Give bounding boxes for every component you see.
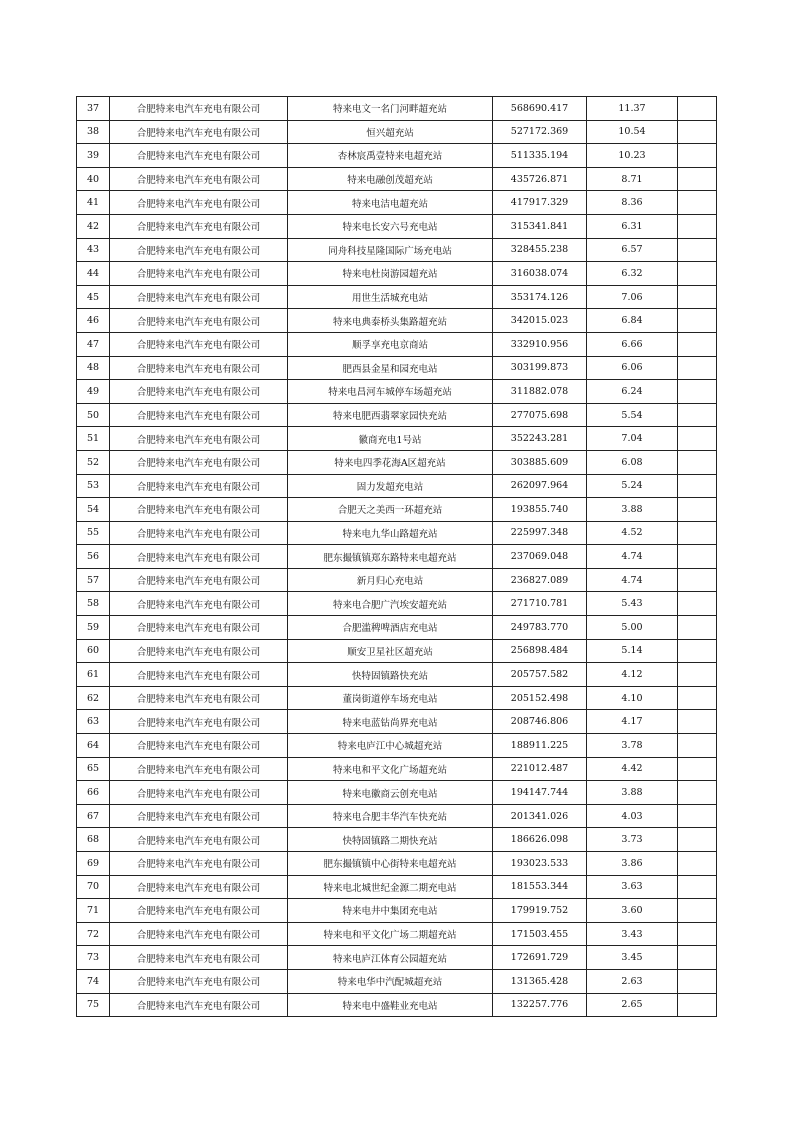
charging-station-table: [76, 96, 717, 1017]
row-number-cell: 65: [77, 757, 110, 781]
value-cell: 205152.498: [493, 686, 587, 710]
company-name-cell: 合肥特来电汽车充电有限公司: [110, 380, 288, 404]
company-name-cell: 合肥特来电汽车充电有限公司: [110, 804, 288, 828]
table-row: [77, 167, 717, 191]
table-row: [77, 781, 717, 805]
company-name-cell: 合肥特来电汽车充电有限公司: [110, 403, 288, 427]
value-cell: 208746.806: [493, 710, 587, 734]
table-row: [77, 238, 717, 262]
table-row: [77, 403, 717, 427]
row-number-cell: 48: [77, 356, 110, 380]
company-name-cell: 合肥特来电汽车充电有限公司: [110, 474, 288, 498]
percentage-cell: 4.74: [587, 568, 678, 592]
percentage-cell: 10.23: [587, 144, 678, 168]
table-row: [77, 946, 717, 970]
company-name-cell: 合肥特来电汽车充电有限公司: [110, 663, 288, 687]
table-row: [77, 969, 717, 993]
station-name-cell: 特来电杜岗游园超充站: [288, 262, 493, 286]
table-row: [77, 356, 717, 380]
percentage-cell: 4.74: [587, 545, 678, 569]
table-row: [77, 852, 717, 876]
table-row: [77, 686, 717, 710]
remark-cell: [678, 568, 717, 592]
remark-cell: [678, 498, 717, 522]
percentage-cell: 8.36: [587, 191, 678, 215]
company-name-cell: 合肥特来电汽车充电有限公司: [110, 521, 288, 545]
company-name-cell: 合肥特来电汽车充电有限公司: [110, 427, 288, 451]
company-name-cell: 合肥特来电汽车充电有限公司: [110, 757, 288, 781]
row-number-cell: 58: [77, 592, 110, 616]
station-name-cell: 杏林宸禹壹特来电超充站: [288, 144, 493, 168]
row-number-cell: 42: [77, 214, 110, 238]
value-cell: 311882.078: [493, 380, 587, 404]
company-name-cell: 合肥特来电汽车充电有限公司: [110, 214, 288, 238]
remark-cell: [678, 474, 717, 498]
remark-cell: [678, 710, 717, 734]
row-number-cell: 51: [77, 427, 110, 451]
percentage-cell: 3.73: [587, 828, 678, 852]
value-cell: 249783.770: [493, 616, 587, 640]
table-row: [77, 474, 717, 498]
table-row: [77, 120, 717, 144]
station-name-cell: 特来电四季花海A区超充站: [288, 450, 493, 474]
percentage-cell: 8.71: [587, 167, 678, 191]
remark-cell: [678, 828, 717, 852]
value-cell: 342015.023: [493, 309, 587, 333]
row-number-cell: 53: [77, 474, 110, 498]
row-number-cell: 61: [77, 663, 110, 687]
remark-cell: [678, 969, 717, 993]
table-row: [77, 332, 717, 356]
station-name-cell: 特来电合肥广汽埃安超充站: [288, 592, 493, 616]
table-row: [77, 592, 717, 616]
station-name-cell: 新月归心充电站: [288, 568, 493, 592]
percentage-cell: 3.78: [587, 734, 678, 758]
percentage-cell: 4.03: [587, 804, 678, 828]
station-name-cell: 合肥滥稗啤酒店充电站: [288, 616, 493, 640]
percentage-cell: 6.84: [587, 309, 678, 333]
table-row: [77, 144, 717, 168]
value-cell: 194147.744: [493, 781, 587, 805]
row-number-cell: 62: [77, 686, 110, 710]
percentage-cell: 7.04: [587, 427, 678, 451]
company-name-cell: 合肥特来电汽车充电有限公司: [110, 734, 288, 758]
company-name-cell: 合肥特来电汽车充电有限公司: [110, 592, 288, 616]
percentage-cell: 6.66: [587, 332, 678, 356]
value-cell: 328455.238: [493, 238, 587, 262]
company-name-cell: 合肥特来电汽车充电有限公司: [110, 120, 288, 144]
value-cell: 332910.956: [493, 332, 587, 356]
remark-cell: [678, 144, 717, 168]
value-cell: 527172.369: [493, 120, 587, 144]
station-name-cell: 恒兴超充站: [288, 120, 493, 144]
row-number-cell: 56: [77, 545, 110, 569]
company-name-cell: 合肥特来电汽车充电有限公司: [110, 969, 288, 993]
remark-cell: [678, 616, 717, 640]
row-number-cell: 63: [77, 710, 110, 734]
station-name-cell: 特来电文一名门河畔超充站: [288, 97, 493, 121]
company-name-cell: 合肥特来电汽车充电有限公司: [110, 285, 288, 309]
company-name-cell: 合肥特来电汽车充电有限公司: [110, 498, 288, 522]
company-name-cell: 合肥特来电汽车充电有限公司: [110, 97, 288, 121]
percentage-cell: 5.43: [587, 592, 678, 616]
table-row: [77, 899, 717, 923]
station-name-cell: 顺孚享充电京商站: [288, 332, 493, 356]
value-cell: 271710.781: [493, 592, 587, 616]
company-name-cell: 合肥特来电汽车充电有限公司: [110, 616, 288, 640]
percentage-cell: 2.65: [587, 993, 678, 1017]
percentage-cell: 3.88: [587, 498, 678, 522]
percentage-cell: 7.06: [587, 285, 678, 309]
table-row: [77, 616, 717, 640]
table-row: [77, 285, 717, 309]
table-row: [77, 639, 717, 663]
company-name-cell: 合肥特来电汽车充电有限公司: [110, 993, 288, 1017]
table-row: [77, 191, 717, 215]
station-name-cell: 快特固镇路快充站: [288, 663, 493, 687]
row-number-cell: 40: [77, 167, 110, 191]
station-name-cell: 同舟科技星隆国际广场充电站: [288, 238, 493, 262]
value-cell: 352243.281: [493, 427, 587, 451]
table-row: [77, 757, 717, 781]
row-number-cell: 49: [77, 380, 110, 404]
remark-cell: [678, 686, 717, 710]
value-cell: 171503.455: [493, 922, 587, 946]
percentage-cell: 5.24: [587, 474, 678, 498]
row-number-cell: 72: [77, 922, 110, 946]
remark-cell: [678, 804, 717, 828]
percentage-cell: 4.10: [587, 686, 678, 710]
company-name-cell: 合肥特来电汽车充电有限公司: [110, 781, 288, 805]
remark-cell: [678, 899, 717, 923]
value-cell: 262097.964: [493, 474, 587, 498]
station-name-cell: 特来电长安六号充电站: [288, 214, 493, 238]
remark-cell: [678, 309, 717, 333]
value-cell: 132257.776: [493, 993, 587, 1017]
row-number-cell: 43: [77, 238, 110, 262]
station-name-cell: 肥东撮镇镇中心街特来电超充站: [288, 852, 493, 876]
company-name-cell: 合肥特来电汽车充电有限公司: [110, 309, 288, 333]
value-cell: 225997.348: [493, 521, 587, 545]
station-name-cell: 特来电庐江体育公园超充站: [288, 946, 493, 970]
company-name-cell: 合肥特来电汽车充电有限公司: [110, 852, 288, 876]
table-body: [77, 97, 717, 1017]
row-number-cell: 59: [77, 616, 110, 640]
station-name-cell: 特来电华中汽配城超充站: [288, 969, 493, 993]
value-cell: 303199.873: [493, 356, 587, 380]
value-cell: 236827.089: [493, 568, 587, 592]
row-number-cell: 37: [77, 97, 110, 121]
value-cell: 256898.484: [493, 639, 587, 663]
station-name-cell: 特来电肥西翡翠家园快充站: [288, 403, 493, 427]
table-row: [77, 309, 717, 333]
station-name-cell: 特来电合肥丰华汽车快充站: [288, 804, 493, 828]
value-cell: 181553.344: [493, 875, 587, 899]
percentage-cell: 10.54: [587, 120, 678, 144]
percentage-cell: 4.12: [587, 663, 678, 687]
remark-cell: [678, 639, 717, 663]
station-name-cell: 董岗街道停车场充电站: [288, 686, 493, 710]
remark-cell: [678, 285, 717, 309]
station-name-cell: 快特固镇路二期快充站: [288, 828, 493, 852]
row-number-cell: 45: [77, 285, 110, 309]
row-number-cell: 57: [77, 568, 110, 592]
percentage-cell: 6.57: [587, 238, 678, 262]
row-number-cell: 64: [77, 734, 110, 758]
value-cell: 201341.026: [493, 804, 587, 828]
table-row: [77, 993, 717, 1017]
percentage-cell: 4.52: [587, 521, 678, 545]
station-name-cell: 特来电九华山路超充站: [288, 521, 493, 545]
table-row: [77, 568, 717, 592]
company-name-cell: 合肥特来电汽车充电有限公司: [110, 450, 288, 474]
company-name-cell: 合肥特来电汽车充电有限公司: [110, 899, 288, 923]
remark-cell: [678, 97, 717, 121]
station-name-cell: 特来电昌河车城停车场超充站: [288, 380, 493, 404]
percentage-cell: 3.43: [587, 922, 678, 946]
value-cell: 188911.225: [493, 734, 587, 758]
percentage-cell: 3.45: [587, 946, 678, 970]
remark-cell: [678, 734, 717, 758]
table-row: [77, 450, 717, 474]
row-number-cell: 55: [77, 521, 110, 545]
percentage-cell: 3.86: [587, 852, 678, 876]
remark-cell: [678, 427, 717, 451]
row-number-cell: 71: [77, 899, 110, 923]
station-name-cell: 特来电中盛鞋业充电站: [288, 993, 493, 1017]
table-row: [77, 521, 717, 545]
station-name-cell: 徽商充电1号站: [288, 427, 493, 451]
company-name-cell: 合肥特来电汽车充电有限公司: [110, 922, 288, 946]
remark-cell: [678, 993, 717, 1017]
value-cell: 205757.582: [493, 663, 587, 687]
percentage-cell: 6.06: [587, 356, 678, 380]
row-number-cell: 69: [77, 852, 110, 876]
percentage-cell: 2.63: [587, 969, 678, 993]
percentage-cell: 3.88: [587, 781, 678, 805]
value-cell: 221012.487: [493, 757, 587, 781]
remark-cell: [678, 852, 717, 876]
table-row: [77, 828, 717, 852]
remark-cell: [678, 521, 717, 545]
percentage-cell: 6.08: [587, 450, 678, 474]
company-name-cell: 合肥特来电汽车充电有限公司: [110, 828, 288, 852]
percentage-cell: 3.60: [587, 899, 678, 923]
station-name-cell: 特来电典泰桥头集路超充站: [288, 309, 493, 333]
station-name-cell: 固力发超充电站: [288, 474, 493, 498]
remark-cell: [678, 757, 717, 781]
row-number-cell: 67: [77, 804, 110, 828]
row-number-cell: 44: [77, 262, 110, 286]
company-name-cell: 合肥特来电汽车充电有限公司: [110, 332, 288, 356]
station-name-cell: 特来电洁电超充站: [288, 191, 493, 215]
row-number-cell: 75: [77, 993, 110, 1017]
row-number-cell: 68: [77, 828, 110, 852]
company-name-cell: 合肥特来电汽车充电有限公司: [110, 686, 288, 710]
percentage-cell: 11.37: [587, 97, 678, 121]
percentage-cell: 6.32: [587, 262, 678, 286]
row-number-cell: 39: [77, 144, 110, 168]
station-name-cell: 特来电庐江中心城超充站: [288, 734, 493, 758]
percentage-cell: 6.31: [587, 214, 678, 238]
station-name-cell: 合肥天之美西一环超充站: [288, 498, 493, 522]
table-row: [77, 875, 717, 899]
row-number-cell: 66: [77, 781, 110, 805]
table-row: [77, 97, 717, 121]
table-row: [77, 498, 717, 522]
table-row: [77, 545, 717, 569]
company-name-cell: 合肥特来电汽车充电有限公司: [110, 191, 288, 215]
remark-cell: [678, 875, 717, 899]
company-name-cell: 合肥特来电汽车充电有限公司: [110, 946, 288, 970]
company-name-cell: 合肥特来电汽车充电有限公司: [110, 545, 288, 569]
row-number-cell: 70: [77, 875, 110, 899]
remark-cell: [678, 450, 717, 474]
percentage-cell: 5.54: [587, 403, 678, 427]
station-name-cell: 特来电徽商云创充电站: [288, 781, 493, 805]
remark-cell: [678, 356, 717, 380]
row-number-cell: 50: [77, 403, 110, 427]
station-name-cell: 肥东撮镇镇郑东路特来电超充站: [288, 545, 493, 569]
value-cell: 186626.098: [493, 828, 587, 852]
company-name-cell: 合肥特来电汽车充电有限公司: [110, 356, 288, 380]
station-name-cell: 用世生活城充电站: [288, 285, 493, 309]
station-name-cell: 特来电融创茂超充站: [288, 167, 493, 191]
value-cell: 193855.740: [493, 498, 587, 522]
station-name-cell: 顺安卫星社区超充站: [288, 639, 493, 663]
percentage-cell: 4.42: [587, 757, 678, 781]
row-number-cell: 46: [77, 309, 110, 333]
value-cell: 568690.417: [493, 97, 587, 121]
value-cell: 353174.126: [493, 285, 587, 309]
station-name-cell: 特来电和平文化广场二期超充站: [288, 922, 493, 946]
table-row: [77, 427, 717, 451]
table-row: [77, 262, 717, 286]
row-number-cell: 74: [77, 969, 110, 993]
company-name-cell: 合肥特来电汽车充电有限公司: [110, 875, 288, 899]
remark-cell: [678, 214, 717, 238]
station-name-cell: 肥西县金星和园充电站: [288, 356, 493, 380]
remark-cell: [678, 332, 717, 356]
remark-cell: [678, 403, 717, 427]
table-row: [77, 804, 717, 828]
value-cell: 193023.533: [493, 852, 587, 876]
value-cell: 131365.428: [493, 969, 587, 993]
remark-cell: [678, 663, 717, 687]
value-cell: 237069.048: [493, 545, 587, 569]
row-number-cell: 73: [77, 946, 110, 970]
company-name-cell: 合肥特来电汽车充电有限公司: [110, 710, 288, 734]
station-name-cell: 特来电和平文化广场超充站: [288, 757, 493, 781]
remark-cell: [678, 545, 717, 569]
row-number-cell: 54: [77, 498, 110, 522]
row-number-cell: 47: [77, 332, 110, 356]
value-cell: 417917.329: [493, 191, 587, 215]
value-cell: 511335.194: [493, 144, 587, 168]
table-row: [77, 663, 717, 687]
remark-cell: [678, 120, 717, 144]
company-name-cell: 合肥特来电汽车充电有限公司: [110, 568, 288, 592]
remark-cell: [678, 946, 717, 970]
value-cell: 315341.841: [493, 214, 587, 238]
value-cell: 316038.074: [493, 262, 587, 286]
company-name-cell: 合肥特来电汽车充电有限公司: [110, 238, 288, 262]
row-number-cell: 41: [77, 191, 110, 215]
table-row: [77, 922, 717, 946]
remark-cell: [678, 167, 717, 191]
row-number-cell: 60: [77, 639, 110, 663]
value-cell: 435726.871: [493, 167, 587, 191]
value-cell: 172691.729: [493, 946, 587, 970]
company-name-cell: 合肥特来电汽车充电有限公司: [110, 262, 288, 286]
station-name-cell: 特来电蓝钻尚界充电站: [288, 710, 493, 734]
company-name-cell: 合肥特来电汽车充电有限公司: [110, 144, 288, 168]
value-cell: 303885.609: [493, 450, 587, 474]
station-name-cell: 特来电北城世纪金源二期充电站: [288, 875, 493, 899]
table-row: [77, 710, 717, 734]
company-name-cell: 合肥特来电汽车充电有限公司: [110, 167, 288, 191]
row-number-cell: 52: [77, 450, 110, 474]
remark-cell: [678, 262, 717, 286]
percentage-cell: 3.63: [587, 875, 678, 899]
table-row: [77, 734, 717, 758]
table-row: [77, 214, 717, 238]
remark-cell: [678, 238, 717, 262]
remark-cell: [678, 781, 717, 805]
percentage-cell: 5.00: [587, 616, 678, 640]
percentage-cell: 6.24: [587, 380, 678, 404]
value-cell: 277075.698: [493, 403, 587, 427]
company-name-cell: 合肥特来电汽车充电有限公司: [110, 639, 288, 663]
remark-cell: [678, 592, 717, 616]
remark-cell: [678, 380, 717, 404]
percentage-cell: 4.17: [587, 710, 678, 734]
remark-cell: [678, 922, 717, 946]
row-number-cell: 38: [77, 120, 110, 144]
remark-cell: [678, 191, 717, 215]
percentage-cell: 5.14: [587, 639, 678, 663]
table-row: [77, 380, 717, 404]
value-cell: 179919.752: [493, 899, 587, 923]
station-name-cell: 特来电井中集团充电站: [288, 899, 493, 923]
